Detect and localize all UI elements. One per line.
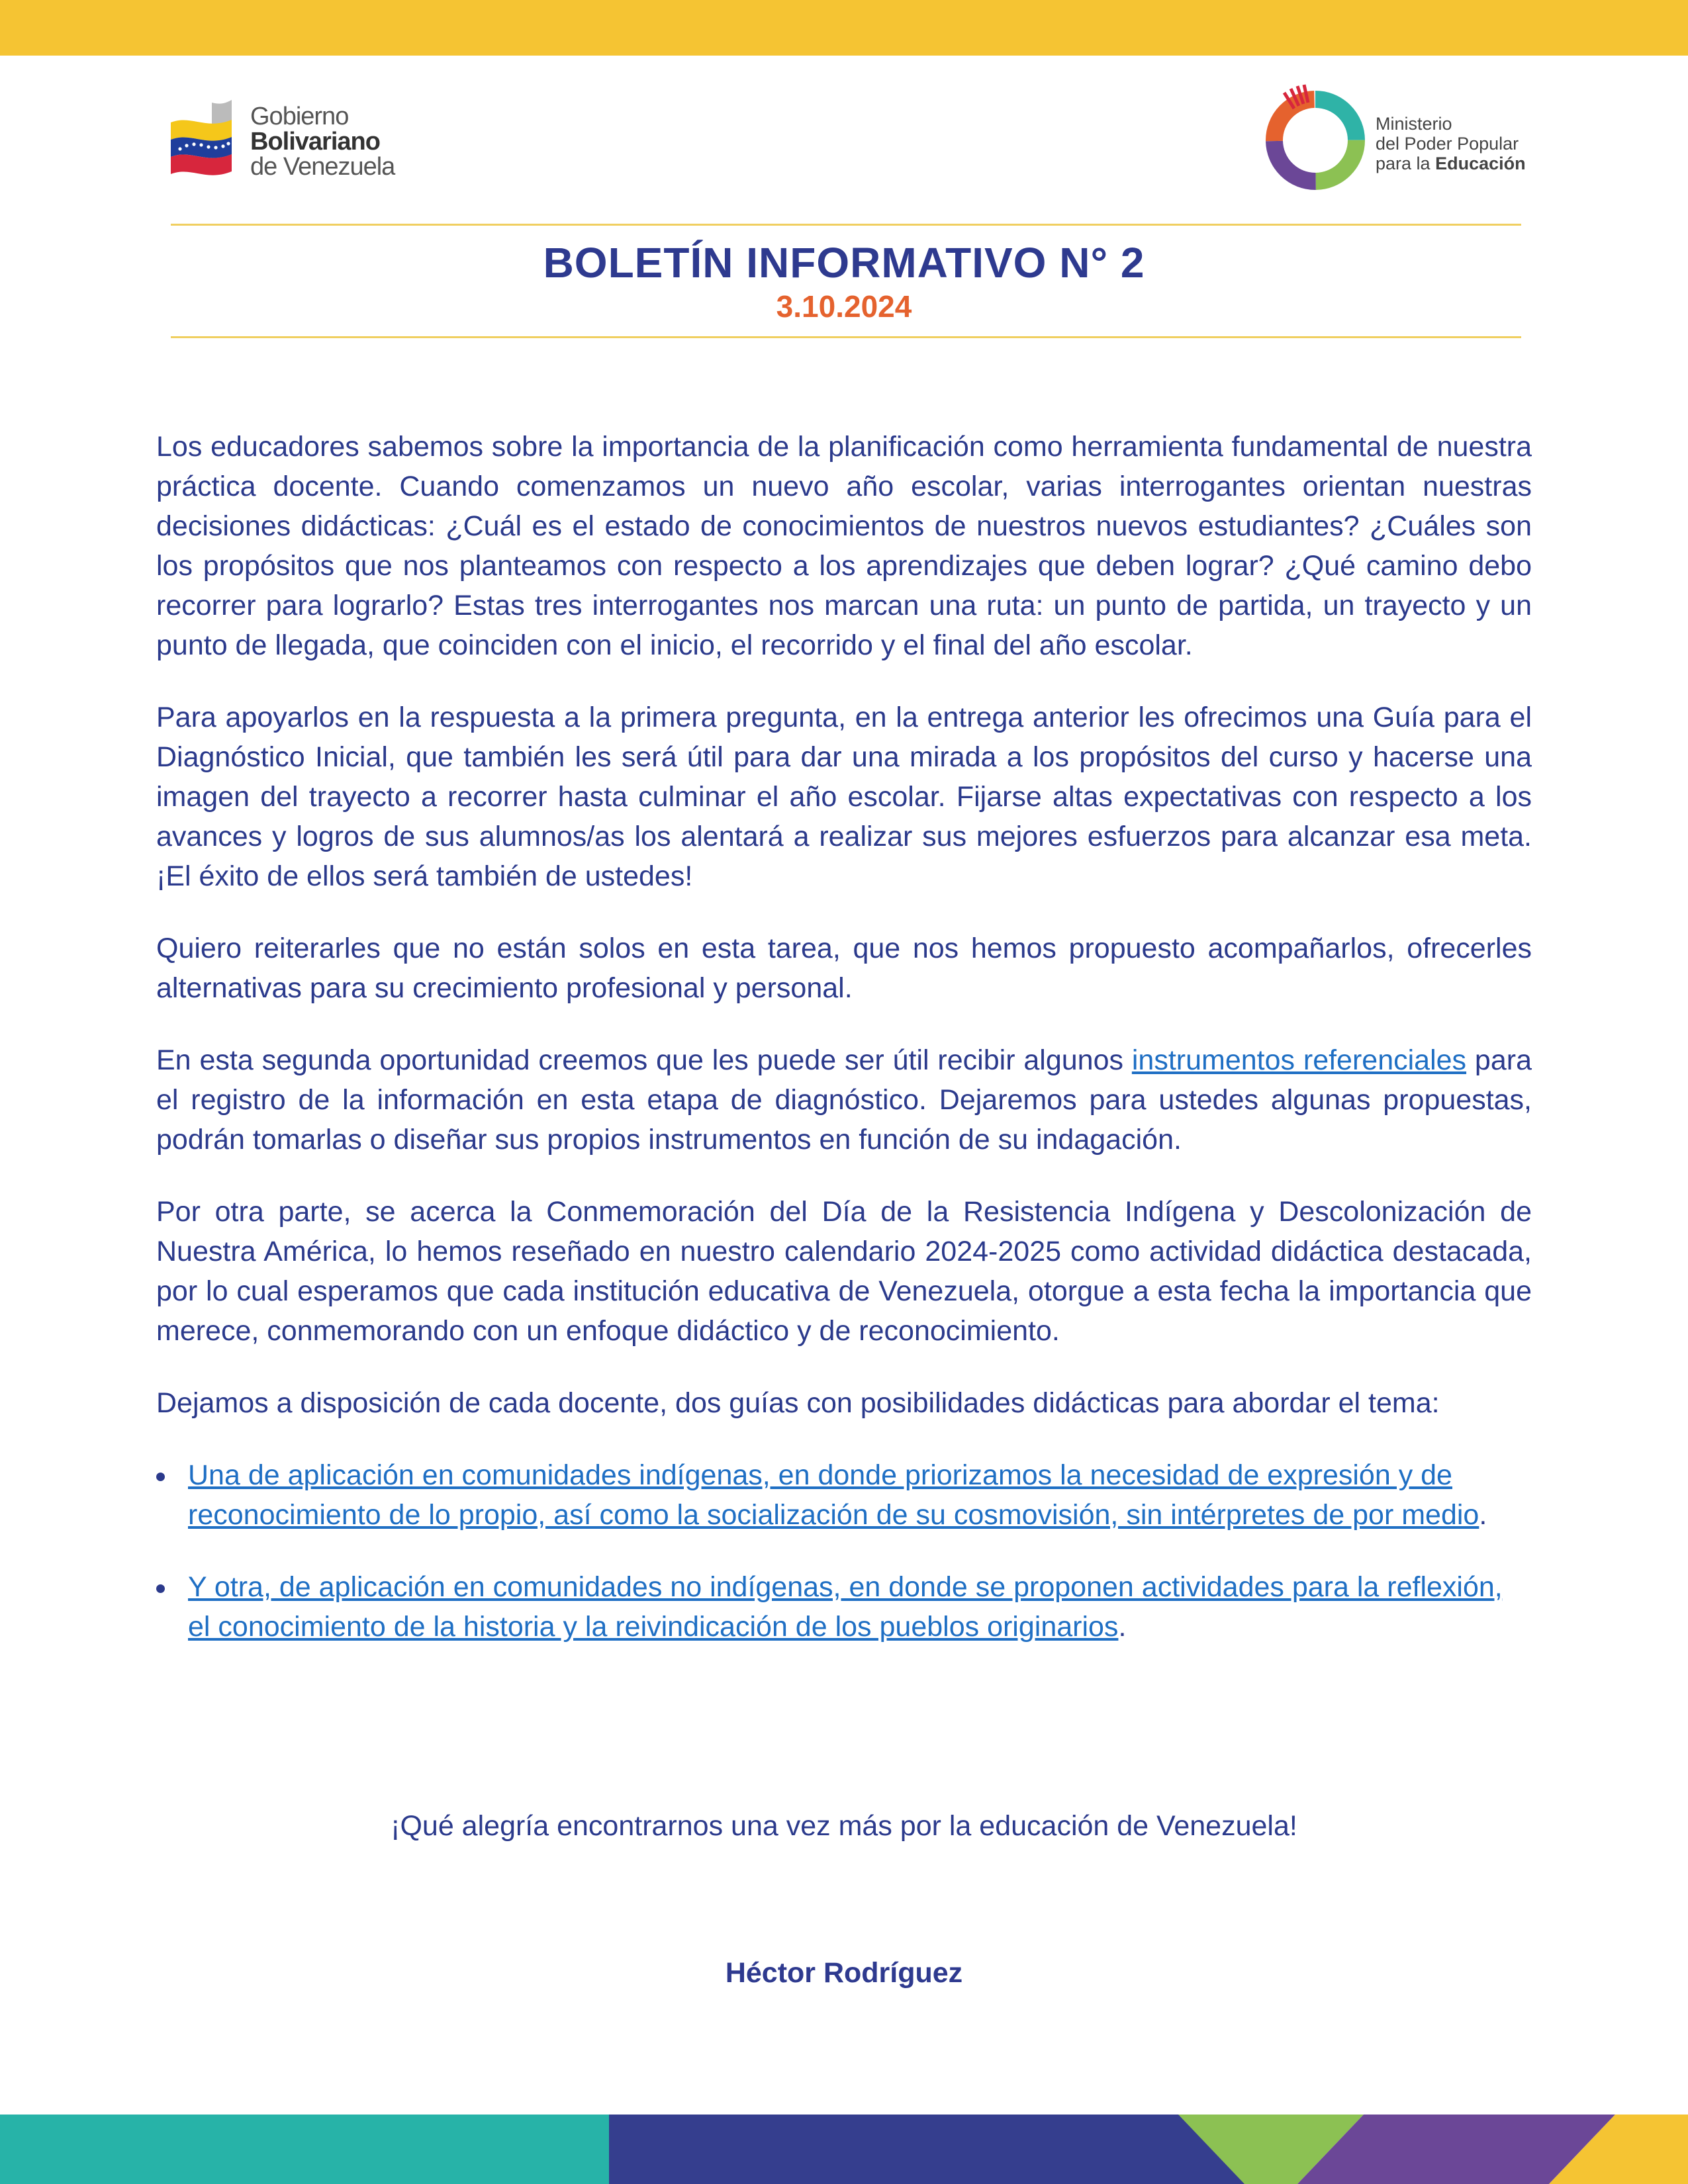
paragraph-4-start: En esta segunda oportunidad creemos que les puede ser útil recibir algunos xyxy=(156,1044,1132,1076)
list-item xyxy=(156,1455,1532,1535)
title-bottom-rule xyxy=(171,336,1521,338)
paragraph-5: Por otra parte, se acerca la Conmemoración del Día de la Resistencia Indígena y Descolonización de Nuestra América, lo hemos reseñado en nuestro calendario 2024-2025 como actividad didáctica destacada, por lo cual esperamos que cada institución educativa de Venezuela, otorgue a esta fecha la importancia que merece, conmemorando con un enfoque didáctico y de reconocimiento. xyxy=(156,1196,1532,1347)
ministry-line3-bold: Educación xyxy=(1435,154,1526,173)
ministry-emblem-icon xyxy=(1258,79,1374,195)
ministry-line3-prefix: para la xyxy=(1376,154,1430,173)
bulletin-body xyxy=(156,427,1532,1679)
guide-non-indigenous-link[interactable]: Y otra, de aplicación en comunidades no indígenas, en donde se proponen actividades para la reflexión, el conocimiento de la historia y la reivindicación de los pueblos originarios xyxy=(188,1571,1503,1643)
closing-line: ¡Qué alegría encontrarnos una vez más por la educación de Venezuela! xyxy=(391,1810,1297,1842)
ministry-line2: del Poder Popular xyxy=(1376,134,1519,154)
guides-list xyxy=(156,1455,1532,1647)
ministry-line1: Ministerio xyxy=(1376,114,1452,134)
instrumentos-referenciales-link[interactable]: instrumentos referenciales xyxy=(1131,1044,1467,1076)
bulletin-date: 3.10.2024 xyxy=(776,289,912,324)
venezuela-flag-icon xyxy=(165,96,252,182)
title-top-rule xyxy=(171,224,1521,226)
government-logo xyxy=(165,89,417,189)
paragraph-6: Dejamos a disposición de cada docente, dos guías con posibilidades didácticas para abordar el tema: xyxy=(156,1387,1440,1419)
footer-color-band xyxy=(0,2115,1688,2184)
top-color-bar xyxy=(0,0,1688,56)
paragraph-4-end: para el registro de la información en esta etapa de diagnóstico. Dejaremos para ustedes algunas propuestas, podrán tomarlas o diseñar sus propios instrumentos en función de su indagación. xyxy=(156,1044,1532,1156)
bullet-tail: . xyxy=(1118,1611,1127,1643)
bullet-tail: . xyxy=(1479,1499,1487,1531)
paragraph-2: Para apoyarlos en la respuesta a la primera pregunta, en la entrega anterior les ofrecimos una Guía para el Diagnóstico Inicial, que también les será útil para dar una mirada a los propósitos del curso y hacerse una imagen del trayecto a recorrer hasta culminar el año escolar. Fijarse altas expectativas con respecto a los avances y logros de sus alumnos/as los alentará a realizar sus mejores esfuerzos para alcanzar esa meta. ¡El éxito de ellos será también de ustedes! xyxy=(156,702,1532,892)
gov-logo-line2: Bolivariano xyxy=(250,128,380,156)
ministry-logo xyxy=(1258,79,1536,195)
bullet-icon xyxy=(156,1473,165,1481)
gov-logo-line3: de Venezuela xyxy=(250,153,395,181)
guide-indigenous-link[interactable]: Una de aplicación en comunidades indígenas, en donde priorizamos la necesidad de expresión y de reconocimiento de lo propio, así como la socialización de su cosmovisión, sin intérpretes de por medio xyxy=(188,1459,1479,1531)
bulletin-title: BOLETÍN INFORMATIVO N° 2 xyxy=(543,239,1145,287)
paragraph-1: Los educadores sabemos sobre la importancia de la planificación como herramienta fundamental de nuestra práctica docente. Cuando comenzamos un nuevo año escolar, varias interrogantes orientan nuestras decisiones didácticas: ¿Cuál es el estado de conocimientos de nuestros nuevos estudiantes? ¿Cuáles son los propósitos que nos planteamos con respecto a los aprendizajes que deben lograr? ¿Qué camino debo recorrer para lograrlo? Estas tres interrogantes nos marcan una ruta: un punto de partida, un trayecto y un punto de llegada, que coinciden con el inicio, el recorrido y el final del año escolar. xyxy=(156,431,1532,661)
bullet-icon xyxy=(156,1584,165,1593)
gov-logo-line1: Gobierno xyxy=(250,103,349,130)
paragraph-3: Quiero reiterarles que no están solos en esta tarea, que nos hemos propuesto acompañarlos, ofrecerles alternativas para su crecimiento profesional y personal. xyxy=(156,933,1532,1004)
list-item xyxy=(156,1567,1532,1647)
signature: Héctor Rodríguez xyxy=(725,1957,963,1989)
paragraph-4 xyxy=(156,1040,1532,1160)
